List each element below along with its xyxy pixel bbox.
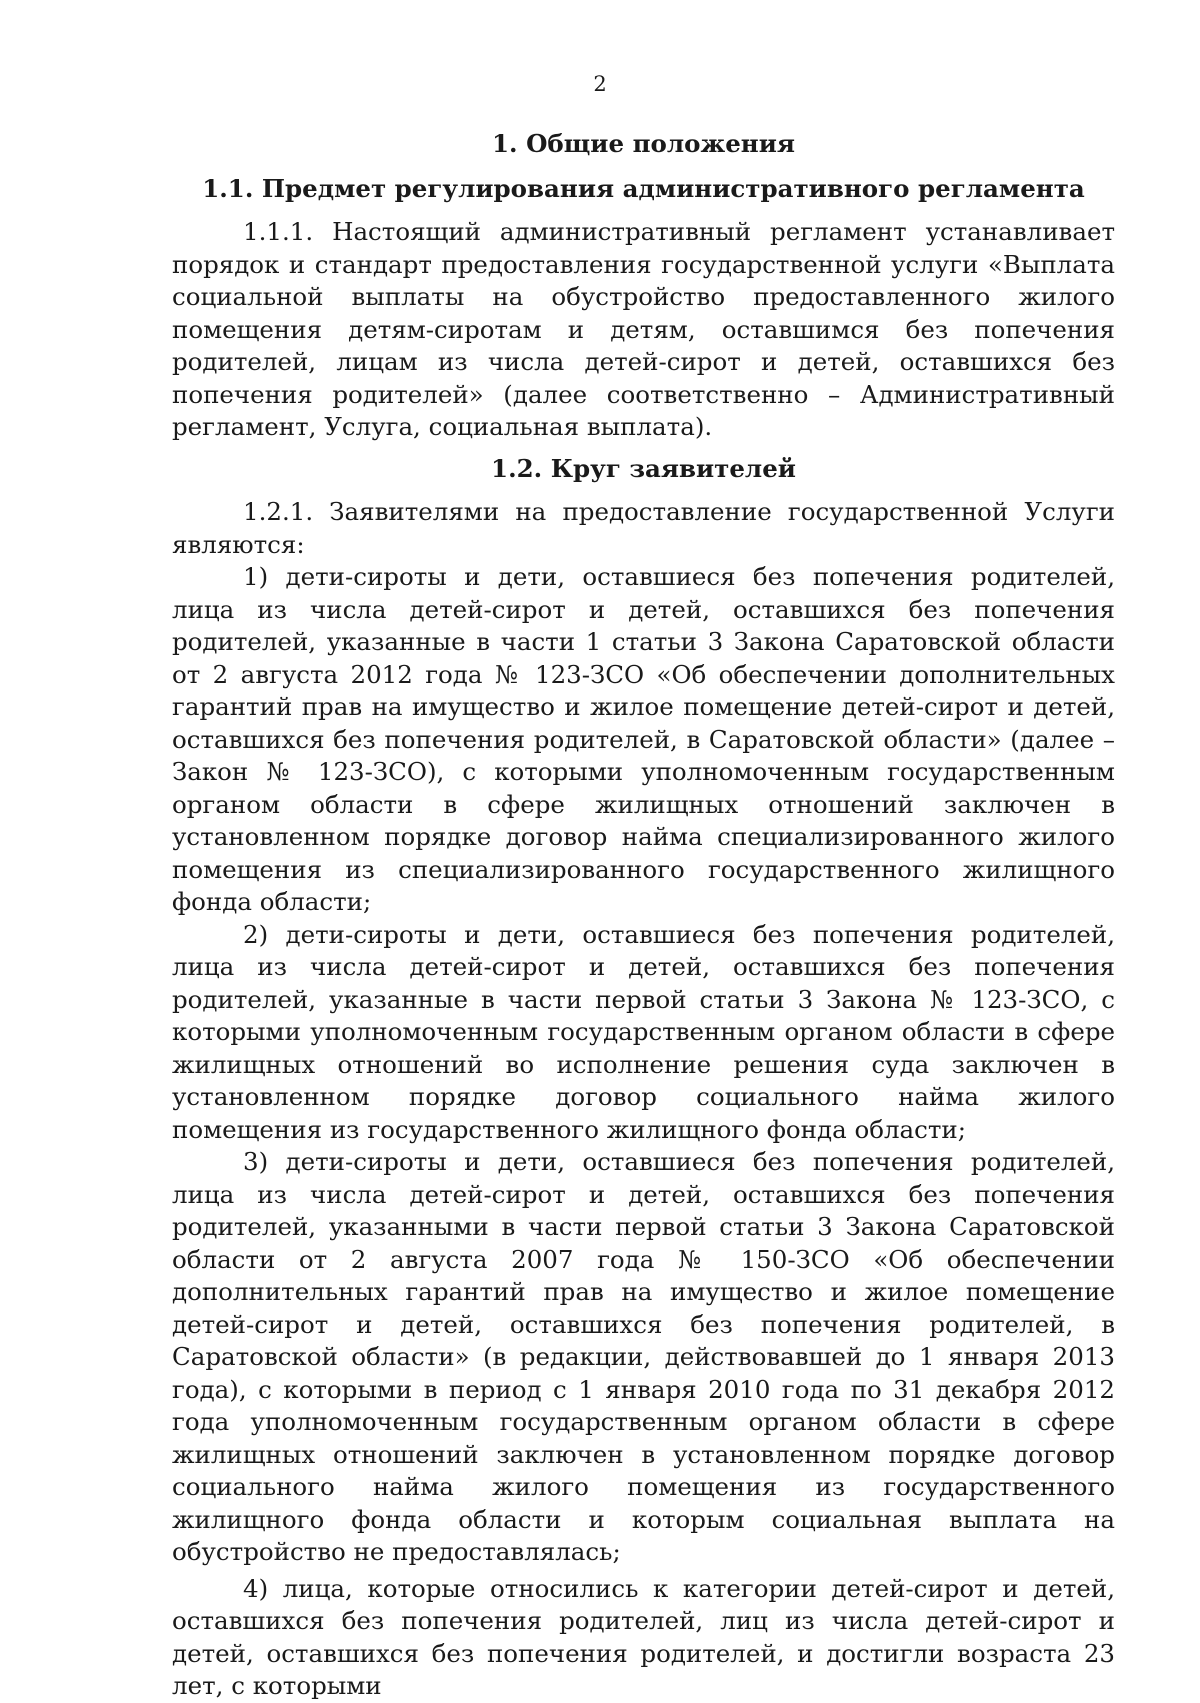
section-title-general: 1. Общие положения	[491, 129, 795, 158]
list-item-1: 1) дети-сироты и дети, оставшиеся без попечения родителей, лица из числа детей-сирот и детей, оставшихся без попечения родителей, указанные в части 1 статьи 3 Закона Саратовской области от 2 августа 2012 года № 123-ЗСО «Об обеспечении дополнительных гарантий прав на имущество и жилое помещение детей-сирот и детей, оставшихся без попечения родителей, в Саратовской области» (далее – Закон № 123-ЗСО), с которыми уполномоченным государственным органом области в сфере жилищных отношений заключен в установленном порядке договор найма специализированного жилого помещения из специализированного государственного жилищного фонда области;	[172, 562, 1115, 916]
document-body	[172, 128, 1115, 1703]
list-item-2: 2) дети-сироты и дети, оставшиеся без попечения родителей, лица из числа детей-сирот и детей, оставшихся без попечения родителей, указанные в части первой статьи 3 Закона № 123-ЗСО, с которыми уполномоченным государственным органом области в сфере жилищных отношений во исполнение решения суда заключен в установленном порядке договор социального найма жилого помещения из государственного жилищного фонда области;	[172, 919, 1115, 1144]
section-title-applicants: 1.2. Круг заявителей	[491, 453, 796, 483]
page-number: 2	[593, 72, 607, 96]
list-item-3: 3) дети-сироты и дети, оставшиеся без попечения родителей, лица из числа детей-сирот и детей, оставшихся без попечения родителей, указанными в части первой статьи 3 Закона Саратовской области от 2 августа 2007 года № 150-ЗСО «Об обеспечении дополнительных гарантий прав на имущество и жилое помещение детей-сирот и детей, оставшихся без попечения родителей, в Саратовской области» (в редакции, действовавшей до 1 января 2013 года), с которыми в период с 1 января 2010 года по 31 декабря 2012 года уполномоченным государственным органом области в сфере жилищных отношений заключен в установленном порядке договор социального найма жилого помещения из государственного жилищного фонда области и которым социальная выплата на обустройство не предоставлялась;	[172, 1147, 1115, 1566]
paragraph-1-2-1: 1.2.1. Заявителями на предоставление государственной Услуги являются:	[172, 497, 1115, 559]
paragraph-1-1-1: 1.1.1. Настоящий административный регламент устанавливает порядок и стандарт предоставления государственной услуги «Выплата социальной выплаты на обустройство предоставленного жилого помещения детям-сиротам и детям, оставшимся без попечения родителей, лицам из числа детей-сирот и детей, оставшихся без попечения родителей» (далее соответственно – Административный регламент, Услуга, социальная выплата).	[172, 217, 1115, 441]
list-item-4: 4) лица, которые относились к категории детей-сирот и детей, оставшихся без попечения родителей, лиц из числа детей-сирот и детей, оставшихся без попечения родителей, и достигли возраста 23 лет, с которыми	[172, 1573, 1115, 1700]
section-title-subject: 1.1. Предмет регулирования административного регламента	[202, 173, 1085, 203]
